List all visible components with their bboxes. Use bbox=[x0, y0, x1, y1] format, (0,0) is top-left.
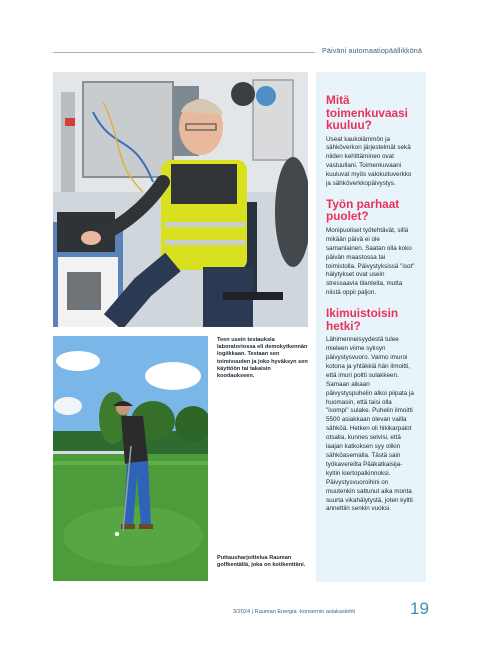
qa-answer: Useat kaukolämmön ja sähköverkon järjestelmät sekä niiden kehittäminen ovat vastuullani. Toimenkuvaani kuuluvat myös valokuituverkko ja sähköverkkopäivystys. bbox=[326, 135, 412, 188]
qa-answer: Lähimenneisyydestä tulee mieleen viime syksyn päivystysvuoro. Vaimo imuroi kotona ja yhtäkkiä hän ilmoitti, että imuri poltti sulakkeen. Samaan aikaan päivystyspuhelin alkoi piipata ja huomasin, että taisi olla "isompi" sulake. Puhelin ilmoitti 5500 asiakkaan olevan vailla sähköä. Hetken oli hikikarpalot otsalla, kunnes selvisi, että laajan katkoksen syy olikin sähköasemalla. Tästä sain työkavereilta Pääkatkaisija-kyltin kiertopalkinnoksi. Päivystysvuoroihini on muutenkin sattunut aika monta suurta vikahälytystä, joten kyltti annettiin senkin vuoksi. bbox=[326, 336, 414, 513]
photo-golf bbox=[53, 336, 208, 581]
qa-section-2 bbox=[326, 198, 416, 298]
caption-golf: Puttausharjoittelua Rauman golfkentällä, joka on kotikenttäni. bbox=[217, 555, 306, 569]
photo-control-room bbox=[53, 72, 308, 327]
qa-section-3 bbox=[326, 307, 416, 514]
page-number: 19 bbox=[410, 599, 429, 618]
header-rule bbox=[53, 52, 315, 53]
qa-answer: Monipuoliset työtehtävät, sillä mikään päivä ei ole samanlainen. Saatan olla koko päivän maastossa tai toimistolla. Päivystyksissä "isot" hälytykset ovat usein stressaavia tilanteita, mutta niistä oppii paljon. bbox=[326, 226, 415, 297]
caption-control-room: Teen usein testauksia laboratoriossa eli demokytkennän logiikkaan. Testaan sen toimivuuden ja joko hyväksyn sen käyttöön tai takaisin koodaukseen. bbox=[217, 337, 308, 380]
qa-section-1 bbox=[326, 94, 416, 189]
qa-heading: Työn parhaat puolet? bbox=[326, 196, 400, 224]
qa-heading: Mitä toimenkuvaasi kuuluu? bbox=[326, 93, 408, 132]
qa-heading: Ikimuistoisin hetki? bbox=[326, 306, 399, 333]
section-label: Päivänі automaatiopäällikkönä bbox=[322, 46, 422, 55]
qa-sidebar bbox=[316, 72, 426, 582]
footer-issue-text: 3/2024 | Rauman Energia -konsernin asiakaslehti bbox=[233, 609, 356, 615]
